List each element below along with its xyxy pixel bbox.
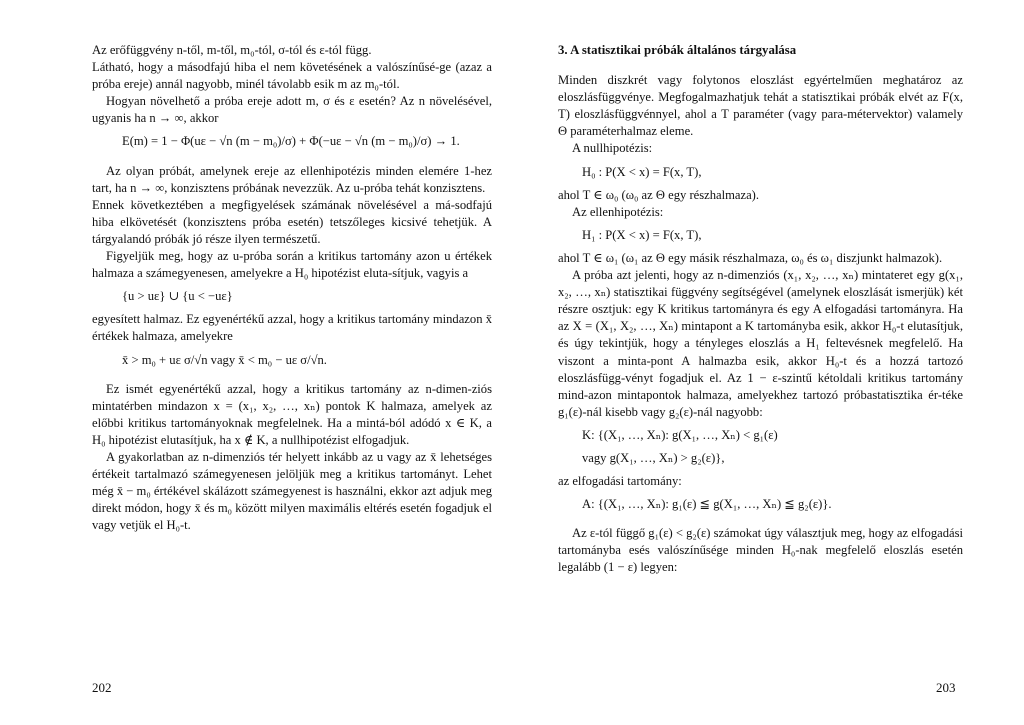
equation: {u > uε} ∪ {u < −uε}: [122, 289, 233, 304]
right-page: [558, 42, 963, 577]
equation: H₁ : P(X < x) = F(x, T),: [582, 227, 702, 242]
page-number-right: 203: [936, 680, 956, 695]
paragraph: Ennek következtében a megfigyelések számának növelésével a má-sodfajú hiba elkövetését (konzisztens próba esetén) tetszőleges kicsivé tehetjük. A tárgyalandó próbák jó része ilyen természetű.: [92, 197, 492, 246]
paragraph: az elfogadási tartomány:: [558, 474, 682, 489]
paragraph: A gyakorlatban az n-dimenziós tér helyett inkább az u vagy az x̄ lehetséges értékeit tartalmazó számegyenesen jelöljük meg a kritikus tartományt. Lehet még x̄ − m₀ értékével skálázott számegyenest is használni, ekkor azt adjuk meg direkt módon, hogy x̄ és m₀ között milyen maximális eltérés esetén fogadjuk el vagy vetjük el H₀-t.: [92, 449, 493, 533]
paragraph: Minden diszkrét vagy folytonos eloszlást egyértelműen meghatároz az eloszlásfüggvénye. Megfogalmazhatjuk tehát a statisztikai próbák elvét az F(x, T) eloszlásfüggvénnyel, ahol a T paraméter (vagy para-métervektor) valamely Θ paraméterhalmaz eleme.: [558, 73, 963, 139]
section-title: 3. A statisztikai próbák általános tárgyalása: [558, 43, 797, 57]
paragraph: Az ε-tól függő g₁(ε) < g₂(ε) számokat úgy választjuk meg, hogy az elfogadási tartományba esés valószínűsége minden H₀-nak megfelelő eloszlás esetén legalább (1 − ε) legyen:: [558, 526, 963, 575]
equation: K: {(X₁, …, Xₙ): g(X₁, …, Xₙ) < g₁(ε): [582, 427, 778, 442]
paragraph: Ez ismét egyenértékű azzal, hogy a kritikus tartomány az n-dimen-ziós mintatérben mindazon x = (x₁, x₂, …, xₙ) pontok K halmaza, amelyek az előbbi kritikus tartományoknak megfelelnek. Ha a mintá-ból adódó x ∈ K, a H₀ hipotézist elutasítjuk, ha x ∉ K, a nullhipotézist elfogadjuk.: [92, 381, 492, 447]
paragraph: Látható, hogy a másodfajú hiba el nem követésének a valószínűsé-ge (azaz a próba ereje) annál nagyobb, minél távolabb esik m az m₀-tól.: [92, 60, 492, 92]
equation: A: {(X₁, …, Xₙ): g₁(ε) ≦ g(X₁, …, Xₙ) ≦ g₂(ε)}.: [582, 497, 832, 512]
paragraph: ahol T ∈ ω₀ (ω₀ az Θ egy részhalmaza).: [558, 187, 760, 202]
paragraph: Hogyan növelhető a próba ereje adott m, σ és ε esetén? Az n növelésével, ugyanis ha n → ∞, akkor: [92, 94, 492, 126]
paragraph: egyesített halmaz. Ez egyenértékű azzal, hogy a kritikus tartomány mindazon x̄ értékek halmaza, amelyekre: [92, 312, 492, 344]
paragraph: ahol T ∈ ω₁ (ω₁ az Θ egy másik részhalmaza, ω₀ és ω₁ diszjunkt halmazok).: [558, 250, 943, 265]
left-page: [92, 42, 492, 534]
equation: x̄ > m₀ + uε σ/√n vagy x̄ < m₀ − uε σ/√n.: [122, 352, 327, 367]
paragraph: Figyeljük meg, hogy az u-próba során a kritikus tartomány azon u értékek halmaza a számegyenesen, amelyekre a H₀ hipotézist eluta-sítjuk, vagyis a: [92, 249, 492, 281]
equation: vagy g(X₁, …, Xₙ) > g₂(ε)},: [582, 450, 725, 465]
equation: H₀ : P(X < x) = F(x, T),: [582, 164, 702, 179]
equation: E(m) = 1 − Φ(uε − √n (m − m₀)/σ) + Φ(−uε − √n (m − m₀)/σ) → 1.: [122, 134, 460, 149]
paragraph: A nullhipotézis:: [572, 141, 653, 156]
paragraph: A próba azt jelenti, hogy az n-dimenziós (x₁, x₂, …, xₙ) mintateret egy g(x₁, x₂, …, xₙ) statisztikai függvény segítségével (amelynek eloszlását ismerjük) két részre osztjuk: egy K kritikus tartományra és egy A elfogadási tartományra. Ha az X = (X₁, X₂, …, Xₙ) mintapont a K tartományba esik, akkor H₀-t elutasítjuk, és úgy tekintjük, hogy a tényleges eloszlás a H₁ feltevésnek megfelelő. Ha viszont a minta-pont A halmazba esik, akkor H₀-t és a hozzá tartozó eloszlásfügg-vényt fogadjuk el. Az 1 − ε-szintű kétoldali kritikus tartomány mind-azon mintapontok halmaza, amelyekhez tartozó próbastatisztika ér-téke g₁(ε)-nál kisebb vagy g₂(ε)-nál nagyobb:: [558, 268, 963, 419]
page-number-left: 202: [92, 680, 112, 695]
paragraph: Az ellenhipotézis:: [572, 204, 664, 219]
paragraph: Az olyan próbát, amelynek ereje az ellenhipotézis minden elemére 1-hez tart, ha n → ∞, konzisztens próbának nevezzük. Az u-próba tehát konzisztens.: [92, 163, 492, 195]
paragraph: Az erőfüggvény n-től, m-től, m₀-tól, σ-tól és ε-tól függ.: [92, 43, 372, 57]
